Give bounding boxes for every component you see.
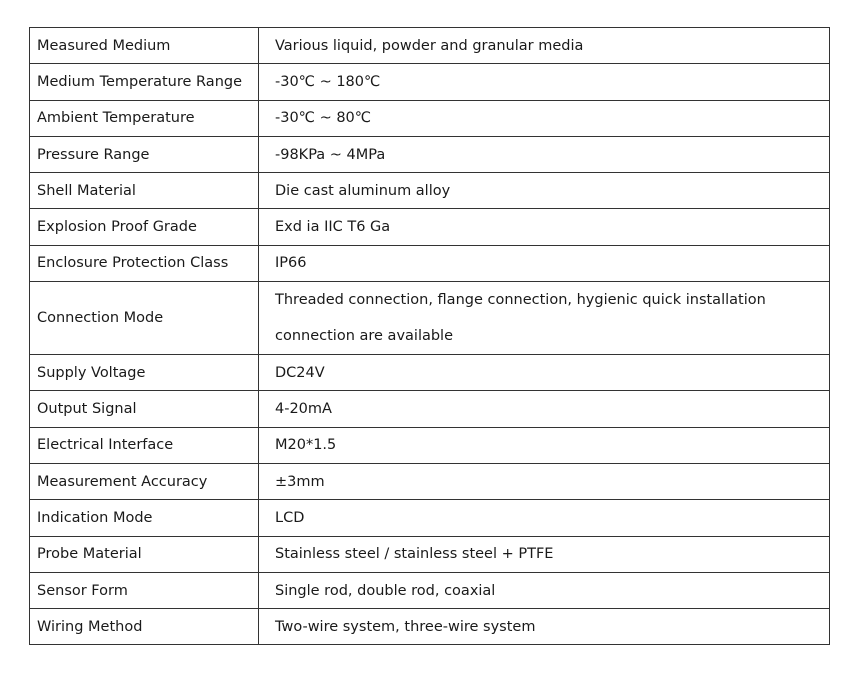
spec-label: Probe Material bbox=[30, 536, 259, 572]
spec-value: -30℃ ~ 180℃ bbox=[259, 64, 830, 100]
table-row bbox=[30, 245, 830, 281]
spec-label: Medium Temperature Range bbox=[30, 64, 259, 100]
table-row bbox=[30, 28, 830, 64]
table-row bbox=[30, 282, 830, 355]
spec-value: -98KPa ~ 4MPa bbox=[259, 136, 830, 172]
spec-value: Various liquid, powder and granular media bbox=[259, 28, 830, 64]
spec-label: Connection Mode bbox=[30, 282, 259, 355]
table-row bbox=[30, 572, 830, 608]
spec-label: Output Signal bbox=[30, 391, 259, 427]
spec-value: Stainless steel / stainless steel + PTFE bbox=[259, 536, 830, 572]
spec-label: Measured Medium bbox=[30, 28, 259, 64]
table-row bbox=[30, 173, 830, 209]
spec-label: Supply Voltage bbox=[30, 355, 259, 391]
spec-value: LCD bbox=[259, 500, 830, 536]
table-row bbox=[30, 136, 830, 172]
spec-value: Threaded connection, flange connection, hygienic quick installation connection are available bbox=[259, 282, 830, 355]
spec-label: Electrical Interface bbox=[30, 427, 259, 463]
spec-label: Pressure Range bbox=[30, 136, 259, 172]
table-row bbox=[30, 536, 830, 572]
spec-label: Enclosure Protection Class bbox=[30, 245, 259, 281]
spec-label: Shell Material bbox=[30, 173, 259, 209]
spec-value: -30℃ ~ 80℃ bbox=[259, 100, 830, 136]
table-row bbox=[30, 100, 830, 136]
spec-label: Measurement Accuracy bbox=[30, 463, 259, 499]
spec-label: Wiring Method bbox=[30, 609, 259, 645]
table-row bbox=[30, 609, 830, 645]
table-row bbox=[30, 463, 830, 499]
table-row bbox=[30, 391, 830, 427]
spec-value: IP66 bbox=[259, 245, 830, 281]
spec-label: Indication Mode bbox=[30, 500, 259, 536]
spec-label: Sensor Form bbox=[30, 572, 259, 608]
table-row bbox=[30, 209, 830, 245]
spec-value: Exd ia IIC T6 Ga bbox=[259, 209, 830, 245]
spec-value: DC24V bbox=[259, 355, 830, 391]
table-row bbox=[30, 355, 830, 391]
spec-value: Two-wire system, three-wire system bbox=[259, 609, 830, 645]
spec-label: Ambient Temperature bbox=[30, 100, 259, 136]
spec-value: Single rod, double rod, coaxial bbox=[259, 572, 830, 608]
spec-value: 4-20mA bbox=[259, 391, 830, 427]
table-row bbox=[30, 427, 830, 463]
spec-label: Explosion Proof Grade bbox=[30, 209, 259, 245]
spec-table bbox=[29, 27, 830, 645]
table-row bbox=[30, 500, 830, 536]
table-row bbox=[30, 64, 830, 100]
spec-value: M20*1.5 bbox=[259, 427, 830, 463]
spec-value: Die cast aluminum alloy bbox=[259, 173, 830, 209]
spec-value: ±3mm bbox=[259, 463, 830, 499]
